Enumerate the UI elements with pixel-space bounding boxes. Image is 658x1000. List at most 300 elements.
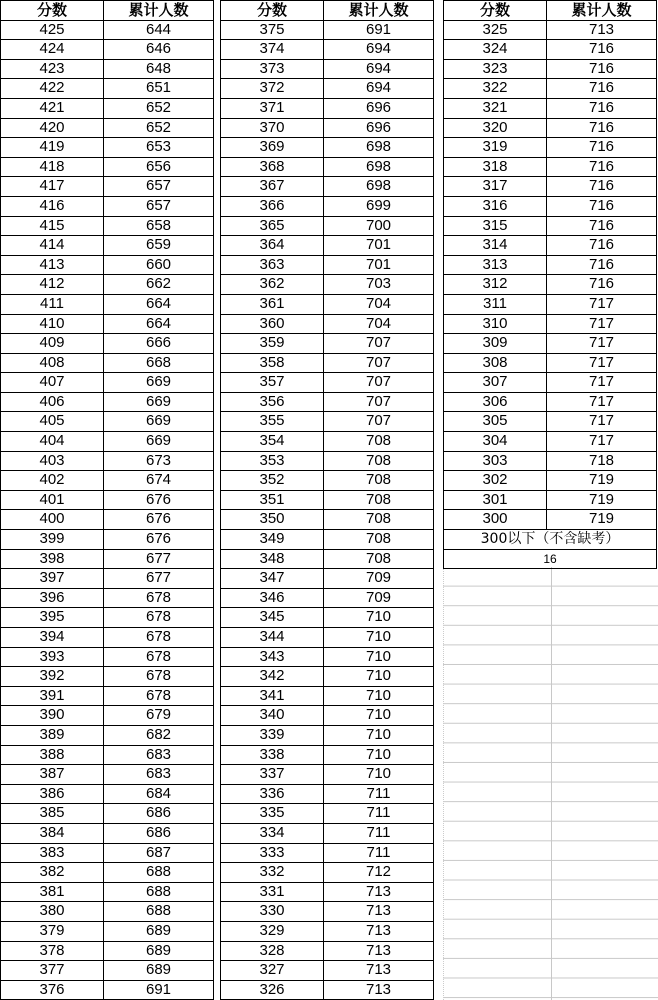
score-cell: 373 bbox=[221, 59, 324, 79]
score-cell: 399 bbox=[1, 530, 104, 550]
score-cell: 316 bbox=[444, 196, 547, 216]
score-cell: 343 bbox=[221, 647, 324, 667]
table-row bbox=[221, 490, 434, 510]
cumulative-cell: 683 bbox=[104, 745, 214, 765]
score-cell: 423 bbox=[1, 59, 104, 79]
table-row bbox=[444, 314, 657, 334]
score-cell: 307 bbox=[444, 373, 547, 393]
cumulative-cell: 662 bbox=[104, 275, 214, 295]
score-cell: 406 bbox=[1, 392, 104, 412]
cumulative-cell: 676 bbox=[104, 490, 214, 510]
score-cell: 314 bbox=[444, 236, 547, 256]
score-cell: 348 bbox=[221, 549, 324, 569]
score-cell: 356 bbox=[221, 392, 324, 412]
score-cell: 390 bbox=[1, 706, 104, 726]
table-row bbox=[1, 549, 214, 569]
score-cell: 364 bbox=[221, 236, 324, 256]
score-table-3 bbox=[443, 0, 657, 569]
table-row bbox=[221, 706, 434, 726]
table-row bbox=[221, 177, 434, 197]
score-cell: 386 bbox=[1, 784, 104, 804]
score-cell: 337 bbox=[221, 765, 324, 785]
score-cell: 387 bbox=[1, 765, 104, 785]
cumulative-cell: 713 bbox=[324, 902, 434, 922]
score-cell: 302 bbox=[444, 471, 547, 491]
table-row bbox=[221, 784, 434, 804]
table-row bbox=[221, 510, 434, 530]
score-table-column-3 bbox=[443, 0, 657, 569]
score-cell: 349 bbox=[221, 530, 324, 550]
cumulative-cell: 694 bbox=[324, 40, 434, 60]
header-row bbox=[1, 1, 214, 21]
cumulative-cell: 708 bbox=[324, 549, 434, 569]
cumulative-cell: 688 bbox=[104, 902, 214, 922]
empty-spreadsheet-grid bbox=[443, 567, 658, 1000]
score-cell: 402 bbox=[1, 471, 104, 491]
cumulative-cell: 669 bbox=[104, 412, 214, 432]
cumulative-cell: 709 bbox=[324, 588, 434, 608]
cumulative-cell: 711 bbox=[324, 843, 434, 863]
cumulative-cell: 716 bbox=[547, 275, 657, 295]
cumulative-cell: 691 bbox=[104, 980, 214, 1000]
table-row bbox=[1, 608, 214, 628]
cumulative-cell: 710 bbox=[324, 628, 434, 648]
cumulative-cell: 712 bbox=[324, 863, 434, 883]
table-row bbox=[1, 745, 214, 765]
score-cell: 382 bbox=[1, 863, 104, 883]
table-row bbox=[1, 706, 214, 726]
table-row bbox=[221, 765, 434, 785]
cumulative-cell: 718 bbox=[547, 451, 657, 471]
score-cell: 393 bbox=[1, 647, 104, 667]
below-300-count: 16 bbox=[444, 549, 657, 569]
table-row bbox=[1, 863, 214, 883]
score-cell: 352 bbox=[221, 471, 324, 491]
cumulative-cell: 678 bbox=[104, 608, 214, 628]
table-row bbox=[221, 216, 434, 236]
cumulative-cell: 711 bbox=[324, 784, 434, 804]
cumulative-cell: 708 bbox=[324, 471, 434, 491]
cumulative-cell: 707 bbox=[324, 392, 434, 412]
table-row bbox=[1, 373, 214, 393]
score-table-1 bbox=[0, 0, 214, 1000]
table-row bbox=[444, 236, 657, 256]
cumulative-cell: 701 bbox=[324, 255, 434, 275]
cumulative-cell: 669 bbox=[104, 373, 214, 393]
cumulative-cell: 717 bbox=[547, 432, 657, 452]
table-row bbox=[221, 98, 434, 118]
table-row bbox=[221, 275, 434, 295]
cumulative-cell: 716 bbox=[547, 138, 657, 158]
table-row bbox=[1, 882, 214, 902]
score-cell: 376 bbox=[1, 980, 104, 1000]
cumulative-cell: 698 bbox=[324, 177, 434, 197]
cumulative-cell: 707 bbox=[324, 353, 434, 373]
cumulative-cell: 716 bbox=[547, 79, 657, 99]
below-300-label-row bbox=[444, 530, 657, 550]
cumulative-cell: 710 bbox=[324, 745, 434, 765]
table-row bbox=[1, 138, 214, 158]
cumulative-cell: 698 bbox=[324, 157, 434, 177]
cumulative-cell: 666 bbox=[104, 334, 214, 354]
table-row bbox=[221, 40, 434, 60]
score-cell: 321 bbox=[444, 98, 547, 118]
score-cell: 413 bbox=[1, 255, 104, 275]
cumulative-cell: 713 bbox=[324, 961, 434, 981]
cumulative-cell: 708 bbox=[324, 451, 434, 471]
cumulative-cell: 708 bbox=[324, 510, 434, 530]
table-row bbox=[221, 196, 434, 216]
score-cell: 334 bbox=[221, 823, 324, 843]
cumulative-cell: 710 bbox=[324, 765, 434, 785]
header-row bbox=[444, 1, 657, 21]
cumulative-cell: 648 bbox=[104, 59, 214, 79]
cumulative-cell: 686 bbox=[104, 804, 214, 824]
cumulative-cell: 688 bbox=[104, 863, 214, 883]
table-row bbox=[1, 588, 214, 608]
table-row bbox=[1, 236, 214, 256]
cumulative-cell: 716 bbox=[547, 216, 657, 236]
table-row bbox=[221, 941, 434, 961]
score-cell: 319 bbox=[444, 138, 547, 158]
score-cell: 394 bbox=[1, 628, 104, 648]
score-cell: 311 bbox=[444, 294, 547, 314]
score-cell: 353 bbox=[221, 451, 324, 471]
cumulative-cell: 719 bbox=[547, 471, 657, 491]
cumulative-cell: 689 bbox=[104, 941, 214, 961]
table-row bbox=[1, 20, 214, 40]
table-row bbox=[1, 784, 214, 804]
table-row bbox=[1, 177, 214, 197]
table-row bbox=[444, 432, 657, 452]
table-row bbox=[221, 59, 434, 79]
score-cell: 315 bbox=[444, 216, 547, 236]
table-row bbox=[221, 432, 434, 452]
table-row bbox=[1, 530, 214, 550]
table-row bbox=[1, 628, 214, 648]
score-cell: 424 bbox=[1, 40, 104, 60]
score-cell: 306 bbox=[444, 392, 547, 412]
cumulative-cell: 717 bbox=[547, 373, 657, 393]
table-row bbox=[221, 79, 434, 99]
table-row bbox=[1, 334, 214, 354]
header-row bbox=[221, 1, 434, 21]
score-cell: 361 bbox=[221, 294, 324, 314]
table-row bbox=[444, 294, 657, 314]
header-score: 分数 bbox=[221, 1, 324, 21]
table-row bbox=[221, 392, 434, 412]
table-row bbox=[221, 725, 434, 745]
cumulative-cell: 678 bbox=[104, 667, 214, 687]
score-cell: 419 bbox=[1, 138, 104, 158]
table-row bbox=[221, 628, 434, 648]
cumulative-cell: 710 bbox=[324, 667, 434, 687]
cumulative-cell: 651 bbox=[104, 79, 214, 99]
cumulative-cell: 700 bbox=[324, 216, 434, 236]
cumulative-cell: 713 bbox=[324, 980, 434, 1000]
cumulative-cell: 716 bbox=[547, 157, 657, 177]
cumulative-cell: 716 bbox=[547, 236, 657, 256]
score-cell: 381 bbox=[1, 882, 104, 902]
table-row bbox=[221, 236, 434, 256]
score-cell: 324 bbox=[444, 40, 547, 60]
cumulative-cell: 659 bbox=[104, 236, 214, 256]
score-cell: 411 bbox=[1, 294, 104, 314]
score-cell: 422 bbox=[1, 79, 104, 99]
table-row bbox=[221, 530, 434, 550]
table-row bbox=[1, 157, 214, 177]
score-cell: 329 bbox=[221, 921, 324, 941]
score-cell: 354 bbox=[221, 432, 324, 452]
cumulative-cell: 678 bbox=[104, 588, 214, 608]
cumulative-cell: 710 bbox=[324, 686, 434, 706]
cumulative-cell: 717 bbox=[547, 353, 657, 373]
table-row bbox=[1, 412, 214, 432]
cumulative-cell: 676 bbox=[104, 510, 214, 530]
score-cell: 418 bbox=[1, 157, 104, 177]
cumulative-cell: 669 bbox=[104, 432, 214, 452]
score-cell: 388 bbox=[1, 745, 104, 765]
score-cell: 395 bbox=[1, 608, 104, 628]
cumulative-cell: 674 bbox=[104, 471, 214, 491]
score-table-column-2 bbox=[220, 0, 435, 1000]
table-row bbox=[1, 79, 214, 99]
cumulative-cell: 710 bbox=[324, 647, 434, 667]
score-cell: 379 bbox=[1, 921, 104, 941]
score-cell: 378 bbox=[1, 941, 104, 961]
table-row bbox=[1, 118, 214, 138]
table-row bbox=[221, 686, 434, 706]
score-cell: 421 bbox=[1, 98, 104, 118]
cumulative-cell: 710 bbox=[324, 608, 434, 628]
table-row bbox=[221, 569, 434, 589]
cumulative-cell: 704 bbox=[324, 314, 434, 334]
table-row bbox=[1, 980, 214, 1000]
table-row bbox=[1, 314, 214, 334]
score-cell: 391 bbox=[1, 686, 104, 706]
table-row bbox=[221, 647, 434, 667]
table-row bbox=[221, 353, 434, 373]
table-row bbox=[444, 490, 657, 510]
table-row bbox=[1, 941, 214, 961]
score-cell: 308 bbox=[444, 353, 547, 373]
score-cell: 410 bbox=[1, 314, 104, 334]
cumulative-cell: 684 bbox=[104, 784, 214, 804]
cumulative-cell: 713 bbox=[324, 882, 434, 902]
score-cell: 366 bbox=[221, 196, 324, 216]
score-cell: 370 bbox=[221, 118, 324, 138]
table-row bbox=[1, 432, 214, 452]
below-300-count-row bbox=[444, 549, 657, 569]
cumulative-cell: 660 bbox=[104, 255, 214, 275]
table-row bbox=[221, 902, 434, 922]
cumulative-cell: 683 bbox=[104, 765, 214, 785]
score-cell: 305 bbox=[444, 412, 547, 432]
table-row bbox=[444, 392, 657, 412]
header-cumulative: 累计人数 bbox=[324, 1, 434, 21]
score-cell: 368 bbox=[221, 157, 324, 177]
table-row bbox=[221, 255, 434, 275]
score-cell: 397 bbox=[1, 569, 104, 589]
score-cell: 425 bbox=[1, 20, 104, 40]
cumulative-cell: 678 bbox=[104, 628, 214, 648]
score-cell: 407 bbox=[1, 373, 104, 393]
score-cell: 405 bbox=[1, 412, 104, 432]
cumulative-cell: 711 bbox=[324, 804, 434, 824]
score-cell: 342 bbox=[221, 667, 324, 687]
cumulative-cell: 677 bbox=[104, 569, 214, 589]
score-cell: 357 bbox=[221, 373, 324, 393]
table-row bbox=[444, 334, 657, 354]
cumulative-cell: 679 bbox=[104, 706, 214, 726]
score-cell: 336 bbox=[221, 784, 324, 804]
cumulative-cell: 707 bbox=[324, 334, 434, 354]
cumulative-cell: 701 bbox=[324, 236, 434, 256]
score-cell: 323 bbox=[444, 59, 547, 79]
table-row bbox=[1, 823, 214, 843]
score-cell: 347 bbox=[221, 569, 324, 589]
cumulative-cell: 707 bbox=[324, 373, 434, 393]
score-cell: 385 bbox=[1, 804, 104, 824]
score-cell: 409 bbox=[1, 334, 104, 354]
score-cell: 371 bbox=[221, 98, 324, 118]
table-row bbox=[221, 843, 434, 863]
score-cell: 363 bbox=[221, 255, 324, 275]
score-cell: 355 bbox=[221, 412, 324, 432]
cumulative-cell: 664 bbox=[104, 314, 214, 334]
table-row bbox=[1, 569, 214, 589]
score-cell: 389 bbox=[1, 725, 104, 745]
table-row bbox=[221, 373, 434, 393]
table-row bbox=[1, 490, 214, 510]
table-row bbox=[1, 451, 214, 471]
score-cell: 301 bbox=[444, 490, 547, 510]
cumulative-cell: 716 bbox=[547, 40, 657, 60]
table-row bbox=[1, 40, 214, 60]
table-row bbox=[1, 510, 214, 530]
table-row bbox=[1, 392, 214, 412]
table-row bbox=[221, 20, 434, 40]
table-row bbox=[444, 118, 657, 138]
table-row bbox=[1, 275, 214, 295]
score-cell: 331 bbox=[221, 882, 324, 902]
cumulative-cell: 716 bbox=[547, 98, 657, 118]
table-row bbox=[1, 647, 214, 667]
cumulative-cell: 657 bbox=[104, 177, 214, 197]
header-cumulative: 累计人数 bbox=[104, 1, 214, 21]
score-cell: 415 bbox=[1, 216, 104, 236]
table-row bbox=[1, 804, 214, 824]
cumulative-cell: 719 bbox=[547, 490, 657, 510]
score-cell: 309 bbox=[444, 334, 547, 354]
cumulative-cell: 709 bbox=[324, 569, 434, 589]
cumulative-cell: 689 bbox=[104, 961, 214, 981]
score-cell: 312 bbox=[444, 275, 547, 295]
score-cell: 400 bbox=[1, 510, 104, 530]
cumulative-cell: 699 bbox=[324, 196, 434, 216]
table-row bbox=[221, 314, 434, 334]
table-row bbox=[444, 353, 657, 373]
table-row bbox=[1, 294, 214, 314]
below-300-label: 300以下（不含缺考） bbox=[444, 530, 657, 550]
score-cell: 326 bbox=[221, 980, 324, 1000]
table-row bbox=[221, 157, 434, 177]
score-cell: 362 bbox=[221, 275, 324, 295]
table-row bbox=[221, 804, 434, 824]
table-row bbox=[444, 196, 657, 216]
table-row bbox=[221, 471, 434, 491]
score-cell: 412 bbox=[1, 275, 104, 295]
table-row bbox=[1, 843, 214, 863]
cumulative-cell: 716 bbox=[547, 255, 657, 275]
table-row bbox=[221, 118, 434, 138]
cumulative-cell: 652 bbox=[104, 118, 214, 138]
cumulative-cell: 657 bbox=[104, 196, 214, 216]
cumulative-cell: 708 bbox=[324, 490, 434, 510]
table-row bbox=[221, 961, 434, 981]
table-row bbox=[444, 216, 657, 236]
cumulative-cell: 676 bbox=[104, 530, 214, 550]
cumulative-cell: 711 bbox=[324, 823, 434, 843]
score-cell: 372 bbox=[221, 79, 324, 99]
cumulative-cell: 653 bbox=[104, 138, 214, 158]
score-cell: 396 bbox=[1, 588, 104, 608]
score-cell: 327 bbox=[221, 961, 324, 981]
table-row bbox=[221, 588, 434, 608]
score-cell: 403 bbox=[1, 451, 104, 471]
score-cell: 414 bbox=[1, 236, 104, 256]
cumulative-cell: 658 bbox=[104, 216, 214, 236]
table-row bbox=[1, 667, 214, 687]
table-row bbox=[444, 79, 657, 99]
score-cell: 351 bbox=[221, 490, 324, 510]
table-row bbox=[221, 334, 434, 354]
table-row bbox=[1, 353, 214, 373]
cumulative-cell: 708 bbox=[324, 530, 434, 550]
score-cell: 313 bbox=[444, 255, 547, 275]
score-cell: 320 bbox=[444, 118, 547, 138]
cumulative-cell: 696 bbox=[324, 118, 434, 138]
cumulative-cell: 710 bbox=[324, 706, 434, 726]
table-row bbox=[221, 451, 434, 471]
table-row bbox=[444, 471, 657, 491]
table-row bbox=[444, 20, 657, 40]
score-cell: 322 bbox=[444, 79, 547, 99]
score-cell: 404 bbox=[1, 432, 104, 452]
cumulative-cell: 717 bbox=[547, 392, 657, 412]
table-row bbox=[444, 373, 657, 393]
cumulative-cell: 689 bbox=[104, 921, 214, 941]
table-row bbox=[444, 177, 657, 197]
table-row bbox=[444, 275, 657, 295]
table-row bbox=[221, 138, 434, 158]
score-cell: 383 bbox=[1, 843, 104, 863]
score-cell: 328 bbox=[221, 941, 324, 961]
score-table-column-1 bbox=[0, 0, 214, 1000]
cumulative-cell: 698 bbox=[324, 138, 434, 158]
cumulative-cell: 716 bbox=[547, 177, 657, 197]
table-row bbox=[1, 725, 214, 745]
score-cell: 340 bbox=[221, 706, 324, 726]
table-row bbox=[444, 98, 657, 118]
score-cell: 375 bbox=[221, 20, 324, 40]
cumulative-cell: 716 bbox=[547, 196, 657, 216]
header-cumulative: 累计人数 bbox=[547, 1, 657, 21]
table-row bbox=[444, 138, 657, 158]
score-cell: 374 bbox=[221, 40, 324, 60]
cumulative-cell: 707 bbox=[324, 412, 434, 432]
table-row bbox=[1, 59, 214, 79]
